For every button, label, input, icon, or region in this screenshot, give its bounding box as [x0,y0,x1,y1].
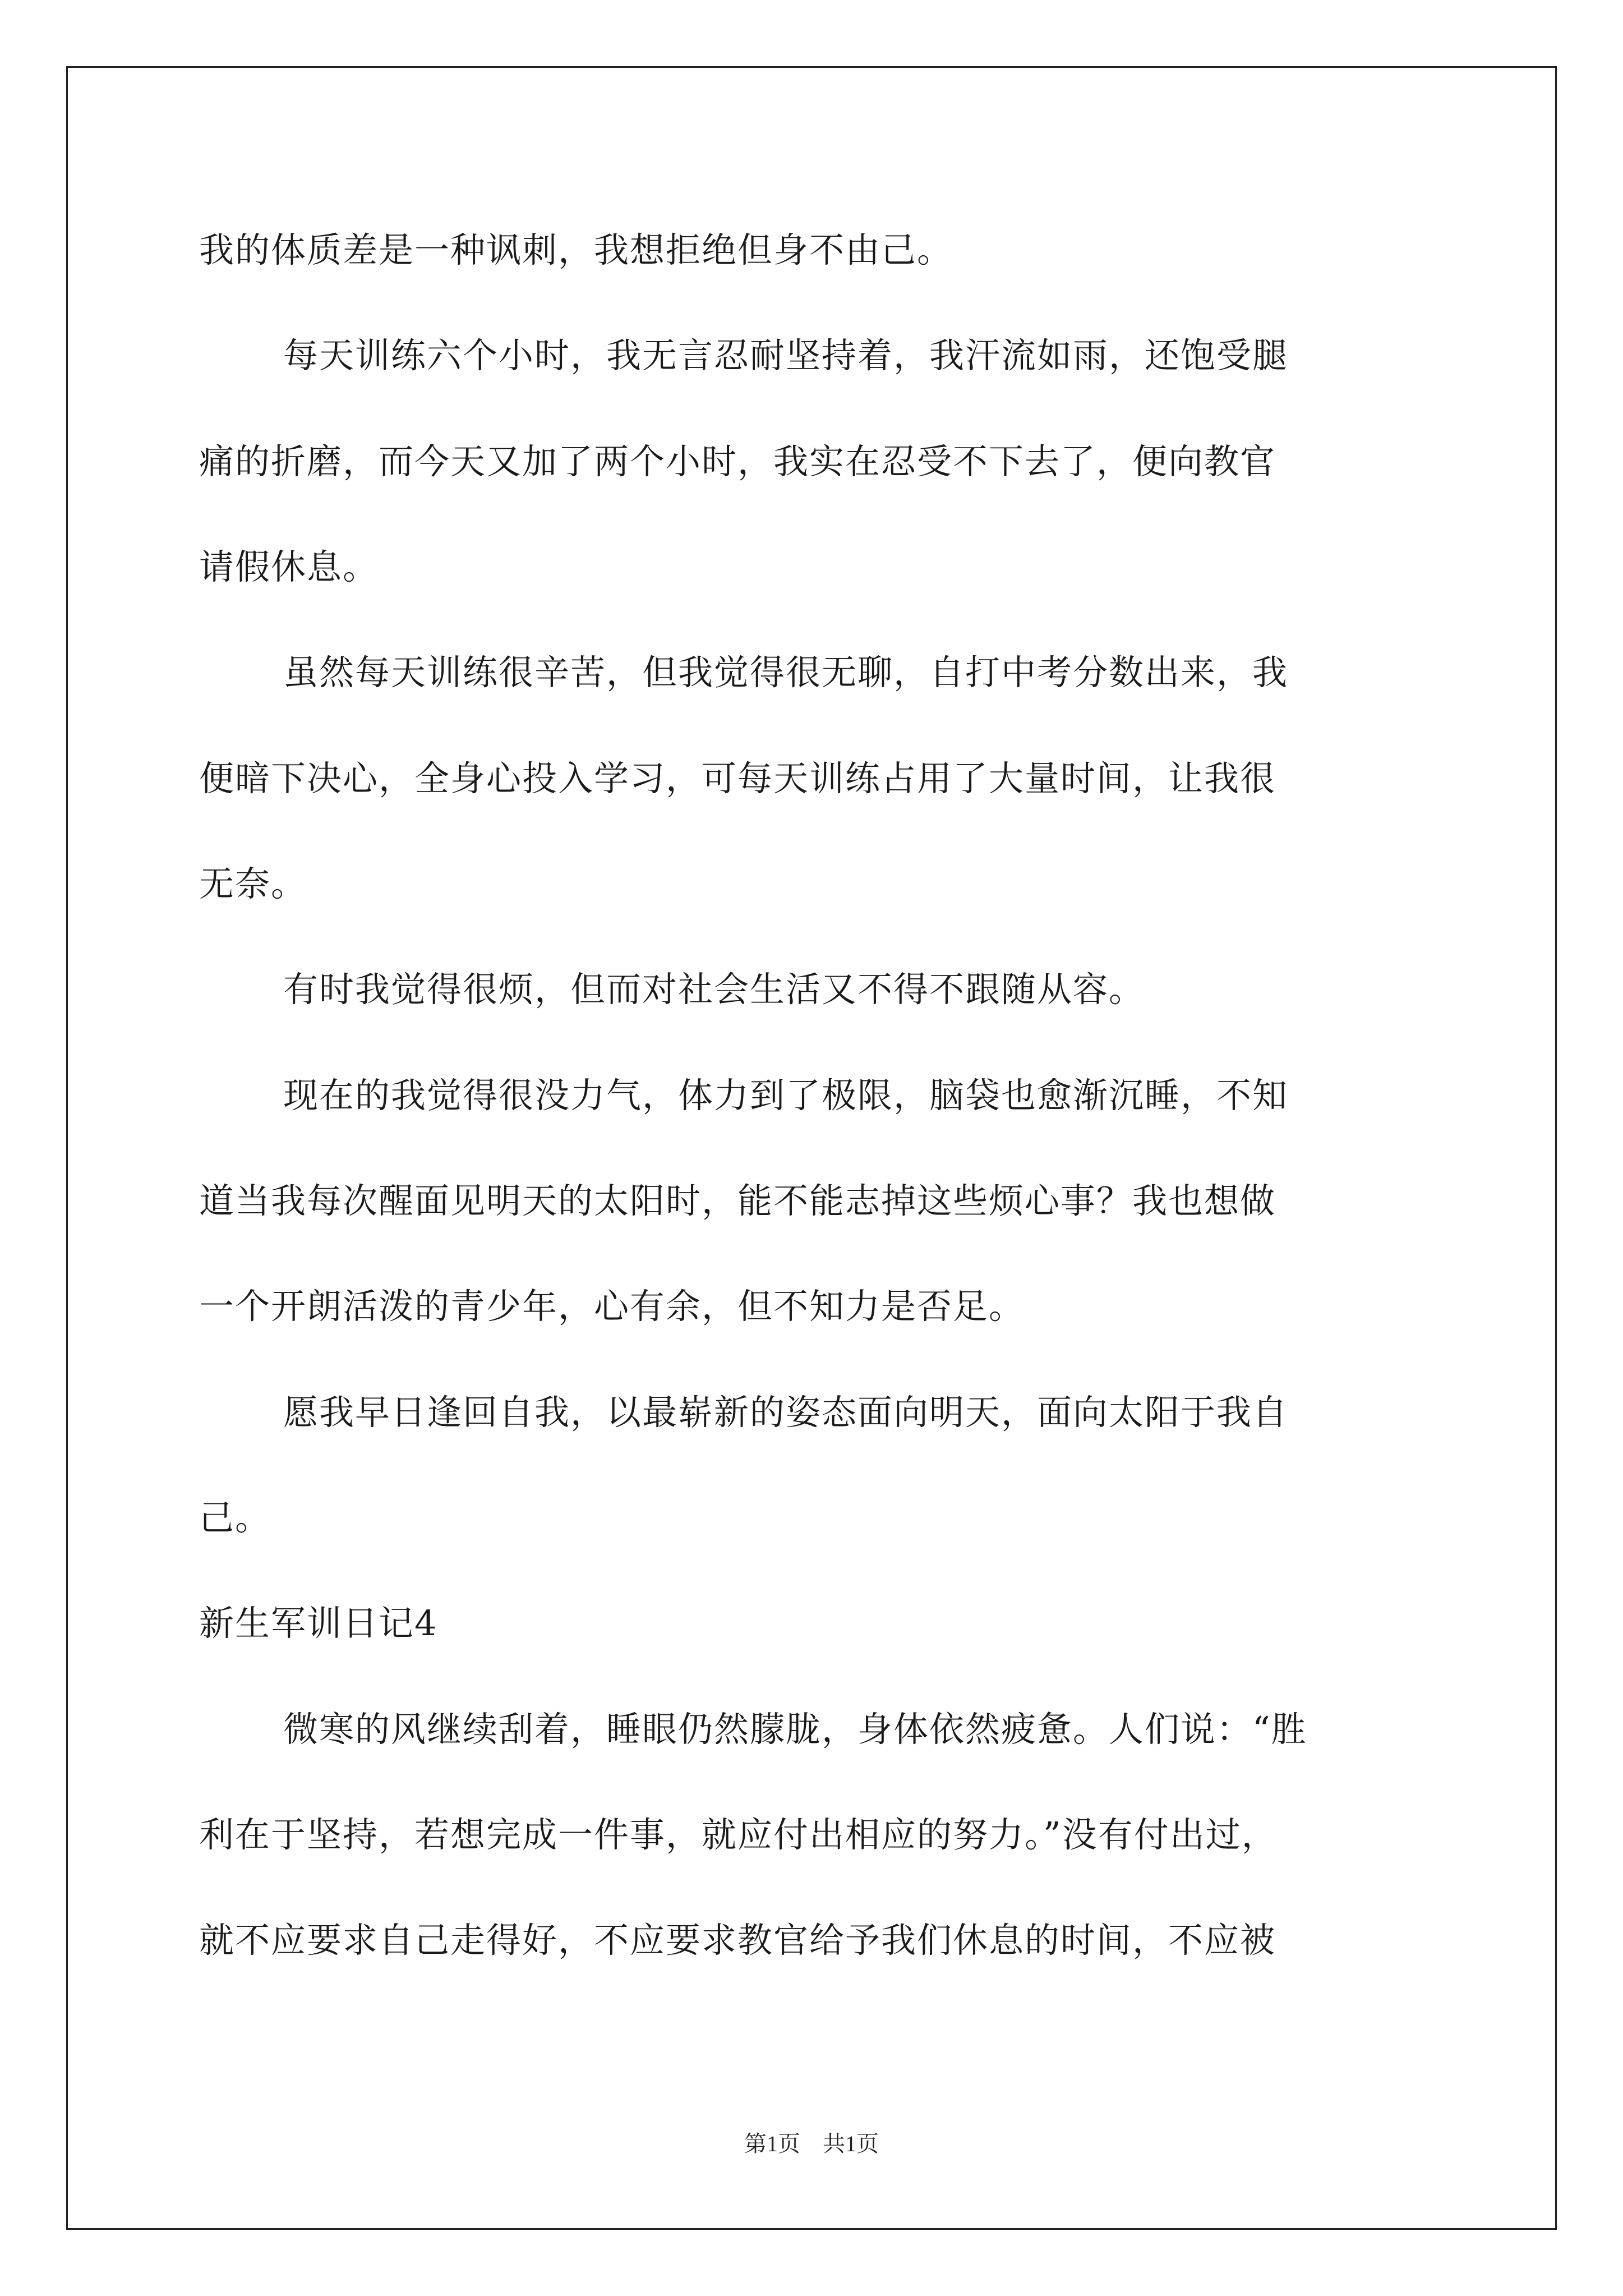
paragraph-first-line: 现在的我觉得很没力气，体力到了极限，脑袋也愈渐沉睡，不知 [283,1075,1289,1116]
page-footer: 第1页 共1页 [744,2131,879,2156]
text-line: 无奈。 [199,863,307,904]
paragraph-first-line: 微寒的风继续刮着，睡眼仍然朦胧，身体依然疲惫。人们说：“胜 [283,1709,1307,1750]
text-line: 就不应要求自己走得好，不应要求教官给予我们休息的时间，不应被 [199,1920,1276,1961]
paragraph-first-line: 愿我早日逢回自我，以最崭新的姿态面向明天，面向太阳于我自 [283,1392,1289,1433]
page-border [66,66,1557,2230]
text-line: 一个开朗活泼的青少年，心有余，但不知力是否足。 [199,1286,1025,1327]
text-line: 道当我每次醒面见明天的太阳时，能不能志掉这些烦心事？我也想做 [199,1180,1276,1221]
paragraph-first-line: 每天训练六个小时，我无言忍耐坚持着，我汗流如雨，还饱受腿 [283,335,1289,376]
text-line: 我的体质差是一种讽刺，我想拒绝但身不由己。 [199,229,953,270]
text-line: 便暗下决心，全身心投入学习，可每天训练占用了大量时间，让我很 [199,758,1276,799]
text-line: 痛的折磨，而今天又加了两个小时，我实在忍受不下去了，便向教官 [199,441,1276,482]
paragraph-first-line: 有时我觉得很烦，但而对社会生活又不得不跟随从容。 [283,969,1145,1010]
text-line: 请假休息。 [199,546,379,587]
text-line: 己。 [199,1497,271,1538]
text-line: 利在于坚持，若想完成一件事，就应付出相应的努力。”没有付出过， [199,1814,1278,1855]
section-heading: 新生军训日记4 [199,1603,438,1644]
paragraph-first-line: 虽然每天训练很辛苦，但我觉得很无聊，自打中考分数出来，我 [283,652,1289,693]
